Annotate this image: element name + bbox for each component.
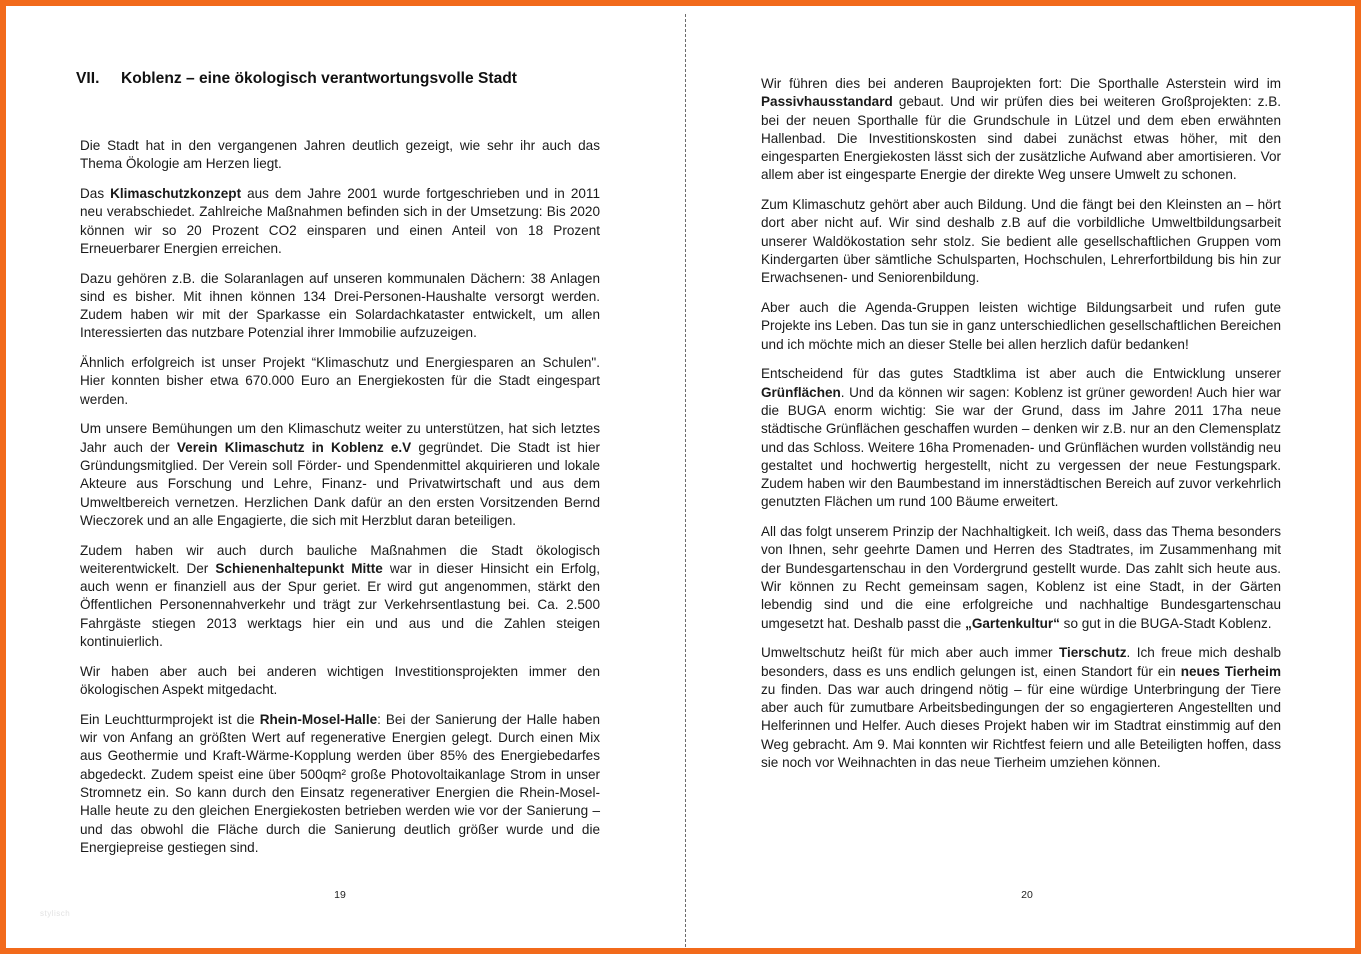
text-run: gebaut. Und wir prüfen dies bei weiteren Großprojekten: z.B. bei der neuen Sporthalle für die Grundschule in Lützel und dem eben erwähnten Hallenbad. Die Investitionskosten sind dabei zunächst etwas höher, mit den eingesparten Energiekosten lässt sich der zusätzliche Aufwand aber amortisieren. Vor allem aber ist eingesparte Energie der direkte Weg unsere Umwelt zu schonen.	[761, 94, 1281, 183]
paragraph	[80, 663, 600, 700]
text-run: Die Stadt hat in den vergangenen Jahren deutlich gezeigt, wie sehr ihr auch das Thema Ökologie am Herzen liegt.	[80, 138, 600, 172]
right-body-text	[761, 75, 1281, 784]
left-body-text	[80, 137, 600, 869]
paragraph	[761, 523, 1281, 633]
bold-text: „Gartenkultur“	[965, 615, 1060, 631]
text-run: Zum Klimaschutz gehört aber auch Bildung. Und die fängt bei den Kleinsten an – hört dort aber nicht auf. Wir sind deshalb z.B auf die vorbildliche Umweltbildungsarbeit unserer Waldökostation sehr stolz. Sie bedient alle gesellschaftlichen Gruppen vom Kindergarten über sämtliche Schulsparten, Hochschulen, Lehrerfortbildung bis hin zur Erwachsenen- und Seniorenbildung.	[761, 197, 1281, 286]
text-run: Ähnlich erfolgreich ist unser Projekt “Klimaschutz und Energiesparen an Schulen". Hier konnten bisher etwa 670.000 Euro an Energiekosten für die Stadt eingespart werden.	[80, 355, 600, 407]
bold-text: Tierschutz	[1058, 645, 1127, 661]
text-run: . Und da können wir sagen: Koblenz ist grüner geworden! Auch hier war die BUGA enorm wichtig: Sie war der Grund, dass im Jahre 2011 17ha neue städtische Grünflächen geschaffen wurden – denken wir z.B. nur an den Clemensplatz und das Schloss. Weitere 16ha Promenaden- und Grünflächen wurden vollständig neu gestaltet und hochwertig hergestellt, nicht zu vergessen der neue Festungspark. Zudem haben wir den Baumbestand im innerstädtischen Bereich auf zuvor verkehrlich genutzten Flächen um rund 100 Bäume erweitert.	[761, 384, 1281, 510]
bold-text: Passivhausstandard	[761, 94, 893, 110]
left-page	[6, 6, 679, 954]
text-run: gegründet. Die Stadt ist hier Gründungsmitglied. Der Verein soll Förder- und Spendenmittel akquirieren und lokale Akteure aus Forschung und Lehre, Finanz- und Privatwirtschaft und aus dem Umweltbereich vernetzen. Herzlichen Dank dafür an den ersten Vorsitzenden Bernd Wieczorek und an alle Engagierte, die sich mit Herzblut daran beteiligen.	[80, 439, 600, 528]
bold-text: Schienenhaltepunkt Mitte	[215, 560, 383, 576]
paragraph	[80, 354, 600, 409]
text-run: Aber auch die Agenda-Gruppen leisten wichtige Bildungsarbeit und rufen gute Projekte ins Leben. Das tun sie in ganz unterschiedlichen gesellschaftlichen Bereichen und ich möchte mich an dieser Stelle bei allen herzlich dafür bedanken!	[761, 300, 1281, 352]
text-run: Umweltschutz heißt für mich aber auch immer	[761, 645, 1059, 661]
paragraph	[80, 137, 600, 174]
text-run: Zudem haben wir auch durch bauliche Maßnahmen die Stadt ökologisch weiterentwickelt. Der	[80, 542, 600, 576]
text-run: Entscheidend für das gutes Stadtklima ist aber auch die Entwicklung unserer	[761, 366, 1281, 382]
text-run: zu finden. Das war auch dringend nötig – für eine würdige Unterbringung der Tiere aber auch für zumutbare Arbeitsbedingungen der so engagierteren Angestellten und Helferinnen und Helfer. Auch dieses Projekt haben wir im Stadtrat einstimmig auf den Weg gebracht. Am 9. Mai konnten wir Richtfest feiern und alle Beteiligten hoffen, dass sie noch vor Weihnachten in das neue Tierheim umziehen können.	[761, 681, 1281, 771]
paragraph	[761, 196, 1281, 287]
bold-text: neues Tierheim	[1180, 663, 1281, 679]
text-run: Um unsere Bemühungen um den Klimaschutz weiter zu unterstützen, hat sich letztes Jahr auch der	[80, 421, 600, 455]
paragraph	[761, 299, 1281, 354]
paragraph	[80, 185, 600, 258]
text-run: Ein Leuchtturmprojekt ist die	[80, 711, 260, 727]
paragraph	[761, 75, 1281, 185]
text-run: aus dem Jahre 2001 wurde fortgeschrieben und in 2011 neu verabschiedet. Zahlreiche Maßnahmen befinden sich in der Umsetzung: Bis 2020 können wir so 20 Prozent CO2 einsparen und einen Anteil von 18 Prozent Erneuerbarer Energien erreichen.	[80, 185, 600, 256]
text-run: All das folgt unserem Prinzip der Nachhaltigkeit. Ich weiß, dass das Thema besonders von Ihnen, sehr geehrte Damen und Herren des Stadtrates, im Zusammenhang mit der Bundesgartenschau in den Vordergrund gestellt wurde. Das zahlt sich heute aus. Wir können zu Recht gemeinsam sagen, Koblenz ist eine Stadt, in der Gärten lebendig sind und die eine erfolgreiche und nachhaltige Bundesgartenschau umgesetzt hat. Deshalb passt die	[761, 524, 1281, 631]
paragraph	[80, 270, 600, 343]
paragraph	[80, 711, 600, 857]
text-run: Wir haben aber auch bei anderen wichtigen Investitionsprojekten immer den ökologischen Aspekt mitgedacht.	[80, 663, 600, 698]
section-heading	[76, 70, 517, 88]
section-number: VII.	[76, 70, 100, 87]
text-run: Wir führen dies bei anderen Bauprojekten fort: Die Sporthalle Asterstein wird im	[761, 76, 1281, 91]
paragraph	[80, 420, 600, 530]
right-page	[686, 6, 1361, 954]
text-run: . Ich freue mich deshalb besonders, dass es uns endlich gelungen ist, einen Standort für ein	[761, 645, 1281, 679]
text-run: Dazu gehören z.B. die Solaranlagen auf unseren kommunalen Dächern: 38 Anlagen sind es bisher. Mit ihnen können 134 Drei-Personen-Haushalte versorgt werden. Zudem haben wir mit der Sparkasse ein Solardachkataster entwickelt, um allen Interessierten das nutzbare Potenzial ihrer Immobilie aufzuzeigen.	[80, 270, 600, 341]
bold-text: Grünflächen	[761, 384, 841, 400]
watermark: stylisch	[40, 909, 71, 918]
bold-text: Verein Klimaschutz in Koblenz e.V	[176, 439, 412, 455]
section-title: Koblenz – eine ökologisch verantwortungsvolle Stadt	[121, 70, 517, 87]
page-number-right: 20	[1021, 889, 1033, 901]
bold-text: Klimaschutzkonzept	[110, 185, 242, 201]
paragraph	[761, 644, 1281, 772]
paragraph	[80, 542, 600, 652]
paragraph	[761, 365, 1281, 511]
bold-text: Rhein-Mosel-Halle	[259, 711, 378, 727]
text-run: : Bei der Sanierung der Halle haben wir von Anfang an größten Wert auf regenerative Energien gelegt. Durch einen Mix aus Geothermie und Kraft-Wärme-Kopplung werden über 85% des Energiebedarfes abgedeckt. Zudem speist eine über 500qm² große Photovoltaikanlage Strom in unser Stromnetz ein. So kann durch den Einsatz regenerativer Energien die Rhein-Mosel-Halle heute zu den gleichen Energiekosten betrieben werden wie vor der Sanierung – und das obwohl die Fläche durch die Sanierung deutlich größer wurde und die Energiepreise gestiegen sind.	[80, 711, 601, 855]
text-run: so gut in die BUGA-Stadt Koblenz.	[1059, 615, 1272, 631]
text-run: Das	[80, 185, 111, 201]
text-run: war in dieser Hinsicht ein Erfolg, auch wenn er finanziell aus der Spur geriet. Er wird gut angenommen, stärkt den Öffentlichen Personennahverkehr und trägt zur Verkehrsentlastung bei. Ca. 2.500 Fahrgäste stiegen 2013 werktags hier ein und aus und die Zahlen steigen kontinuierlich.	[80, 560, 600, 650]
page-number-left: 19	[334, 889, 346, 901]
